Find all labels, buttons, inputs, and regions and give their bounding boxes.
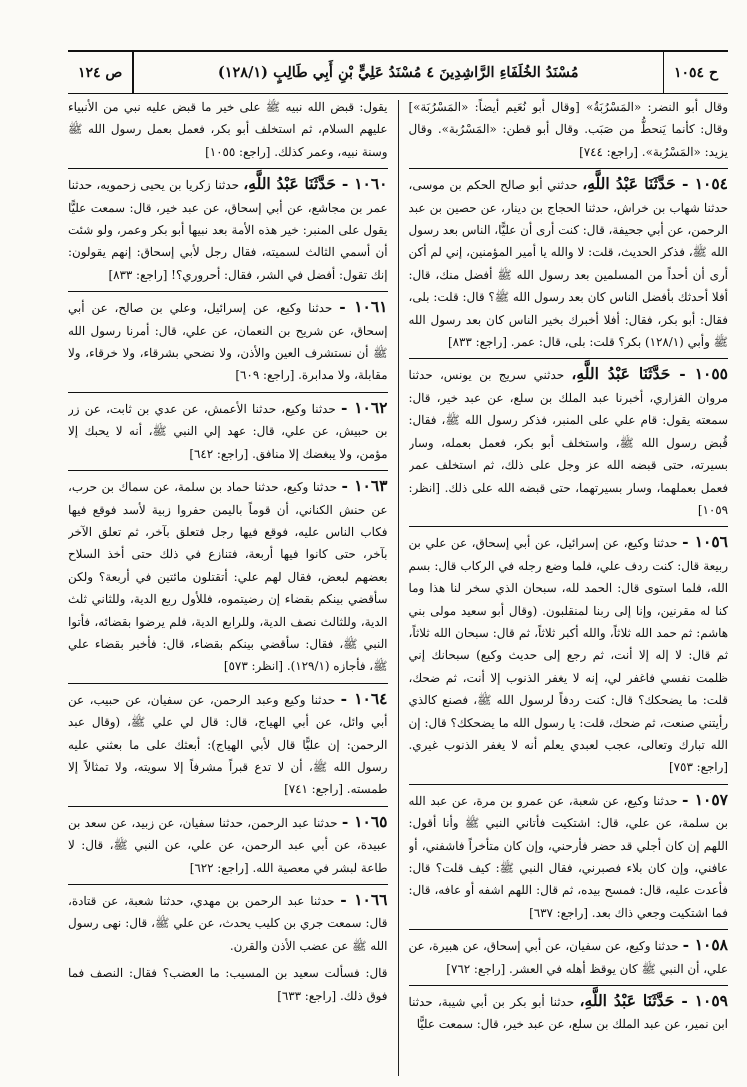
header-divider (663, 52, 665, 93)
hadith-entry (409, 363, 729, 521)
hadith-separator (68, 683, 388, 684)
hadith-separator (409, 168, 729, 169)
hadith-text: حدثنا وكيع، حدثنا حماد بن سلمة، عن سماك بن حرب، عن حنش الكناني، أن قوماً باليمن حفروا زبية لأسد فوقع فيها فكاب الناس عليه، فوقع فيها رجل فتعلق بآخر، ثم تعلق الآخر بآخر، حتى كانوا فيها أربعة، فتنازع في ذلك حتى أخذ السلاح بعضهم لبعض، فقال لهم علي: أتقتلون مائتين في أربعة؟ ولكن سأقضي بينكم بقضاء إن رضيتموه، فللأول ربع الدية، وللثاني ثلث الدية، وللثالث نصف الدية، وللرابع الدية، فلم يرضوا بقضائه، فأتوا النبي ﷺ، فقال: سأقضي بينكم بقضاء، قال: فأخبر بقضاء علي ﷺ، فأجازه (١٢٩/١). [انظر: ٥٧٣] (68, 480, 388, 674)
hadith-heading: ١٠٥٩ - حَدَّثَنَا عَبْدُ اللَّهِ، (579, 991, 728, 1011)
right-column (409, 96, 729, 1076)
hadith-text: يقول: قبض الله نبيه ﷺ على خير ما قبض عليه نبي من الأنبياء عليهم السلام، ثم استخلف أبو بكر، فعمل بعمل رسول الله ﷺ وسنة نبيه، وعمر كذلك. [راجع: ١٠٥٥] (68, 100, 388, 159)
header-divider (132, 52, 134, 93)
hadith-text: حدثنا عبد الرحمن بن مهدي، حدثنا شعبة، عن قتادة، قال: سمعت جري بن كليب يحدث، عن علي ﷺ، قال: نهى رسول الله ﷺ عن عضب الأذن والقرن. (68, 894, 388, 953)
hadith-entry (409, 173, 729, 353)
hadith-range: ح ١٠٥٤ (674, 64, 718, 81)
hadith-entry (409, 531, 729, 778)
text-columns (68, 96, 728, 1076)
column-divider (398, 100, 399, 1076)
running-title: مُسْنَدُ الخُلَفَاءِ الرَّاشِدِينَ ٤ مُسْنَدُ عَلِيٍّ بْنِ أَبِي طَالِبٍ (١٢٨/١) (217, 64, 579, 81)
hadith-text: حدثنا وكيع وعبد الرحمن، عن سفيان، عن حبيب، عن أبي وائل، عن أبي الهياج، قال: قال لي علي ﷺ، (وقال عبد الرحمن: إن عليًّا قال لأبي الهياج): أبعثك على ما بعثني عليه رسول الله ﷺ، أن لا تدع قبراً مشرفاً إلا سويته، ولا تمثالاً إلا طمسته. [راجع: ٧٤١] (68, 692, 388, 797)
hadith-heading: ١٠٥٥ - حَدَّثَنَا عَبْدُ اللَّهِ، (571, 364, 728, 384)
hadith-separator (409, 526, 729, 527)
hadith-separator (68, 291, 388, 292)
hadith-entry (68, 688, 388, 801)
hadith-entry (68, 296, 388, 387)
hadith-continuation (68, 96, 388, 163)
hadith-separator (68, 884, 388, 885)
hadith-entry (409, 990, 729, 1036)
hadith-heading: ١٠٥٧ - (682, 789, 728, 809)
hadith-entry (409, 789, 729, 924)
hadith-text: حدثني أبو صالح الحكم بن موسى، حدثنا شهاب بن خراش، حدثنا الحجاج بن دينار، عن حصين بن عبد الرحمن، عن أبي جحيفة، قال: كنت أرى أن عليًّا، الناس بعد رسول الله ﷺ، فذكر الحديث، قلت: لا والله يا أمير المؤمنين، إني لم أكن أرى أن أحداً من المسلمين بعد رسول الله ﷺ أفضل منك، قال: أفلا أحدثك بأفضل الناس كان بعد رسول الله ﷺ؟ قال: قلت: بلى، فقال: أبو بكر، فقال: أفلا أخبرك بخير الناس كان بعد رسول الله ﷺ وأبي (١٢٨/١) بكر؟ قلت: بلى، قال: عمر. [راجع: ٨٣٣] (408, 178, 728, 350)
hadith-text: حدثنا زكريا بن يحيى زحمويه، حدثنا عمر بن مجاشع، عن أبي إسحاق، عن عبد خير، قال: سمعت عليًّا يقول على المنبر: خير هذه الأمة بعد نبيها أبو بكر وعمر، ولو شئت أن أسمي الثالث لسميته، فقال رجل لأبي إسحاق: إنهم يقولون: إنك تقول: أفضل في الشر، فقال: أحروري؟! [راجع: ٨٣٣] (68, 178, 388, 282)
hadith-heading: ١٠٦٥ - (341, 811, 388, 831)
hadith-heading: ١٠٦٣ - (341, 476, 388, 496)
hadith-entry (68, 397, 388, 465)
hadith-separator (409, 358, 729, 359)
hadith-separator (68, 470, 388, 471)
hadith-text: حدثني سريج بن يونس، حدثنا مروان الفزاري، أخبرنا عبد الملك بن سلع، عن عبد خير، قال: سمعته يقول: قام علي على المنبر، فذكر رسول الله ﷺ، فقال: قُبض رسول الله ﷺ، واستخلف أبو بكر، فعمل بعمله، وسار بسيرته، حتى قبضه الله عز وجل على ذلك، ثم استخلف عمر فعمل بعملهما، وسار بسيرتهما، حتى قبضه الله على ذلك. [انظر: ١٠٥٩] (408, 368, 728, 517)
hadith-entry (68, 475, 388, 678)
hadith-text: حدثنا وكيع، عن شعبة، عن عمرو بن مرة، عن عبد الله بن سلمة، عن علي، قال: اشتكيت فأتاني النبي ﷺ وأنا أقول: اللهم إن كان أجلي قد حضر فأرحني، وإن كان متأخراً فاشفني، أو عافني، وإن كان بلاء فصبرني، فقال النبي ﷺ: كيف قلت؟ قال: فأعدت عليه، قال: فمسح بيده، ثم قال: اللهم اشفه أو عافه، قال: فما اشتكيت وجعي ذاك بعد. [راجع: ٦٣٧] (408, 793, 728, 920)
hadith-separator (409, 784, 729, 785)
hadith-text: حدثنا وكيع، عن إسرائيل، وعلي بن صالح، عن أبي إسحاق، عن شريح بن النعمان، عن علي، قال: أمرنا رسول الله ﷺ أن نستشرف العين والأذن، ولا نضحي بشرقاء، ولا خرقاء، ولا مقابلة، ولا مدابرة. [راجع: ٦٠٩] (68, 301, 388, 383)
hadith-continuation (409, 96, 729, 163)
hadith-separator (68, 806, 388, 807)
hadith-separator (409, 929, 729, 930)
hadith-separator (68, 392, 388, 393)
hadith-text: وقال أبو النضر: «المَسْرُبَةُ» [وقال أبو نُعَيم أيضاً: «المَسْرُبَة»] وقال: كأنما يَنحطُّ من صَبَب. وقال أبو قطن: «المَسْرُبة». وقال يزيد: «المَسْرُبة». [راجع: ٧٤٤] (408, 100, 728, 159)
hadith-entry (409, 934, 729, 980)
hadith-text: حدثنا عبد الرحمن، حدثنا سفيان، عن زبيد، عن سعد بن عبيدة، عن أبي عبد الرحمن، عن علي، عن النبي ﷺ، قال: لا طاعة لبشر في معصية الله. [راجع: ٦٢٢] (68, 815, 388, 875)
hadith-heading: ١٠٦٤ - (340, 688, 388, 708)
left-column (68, 96, 388, 1076)
hadith-heading: ١٠٥٤ - حَدَّثَنَا عَبْدُ اللَّهِ، (582, 174, 728, 194)
hadith-entry (68, 173, 388, 286)
hadith-continuation (68, 962, 388, 1007)
hadith-separator (68, 168, 388, 169)
hadith-separator (409, 985, 729, 986)
hadith-heading: ١٠٥٦ - (682, 532, 728, 552)
hadith-heading: ١٠٦٠ - حَدَّثَنَا عَبْدُ اللَّهِ، (243, 174, 388, 194)
hadith-text: حدثنا أبو بكر بن أبي شيبة، حدثنا ابن نمير، عن عبد الملك بن سلع، عن عبد خير، قال: سمعت عليًّا (408, 995, 728, 1032)
page-number: ص ١٢٤ (78, 64, 123, 81)
hadith-heading: ١٠٦٢ - (340, 397, 388, 417)
hadith-text: حدثنا وكيع، عن سفيان، عن أبي إسحاق، عن هبيرة، عن علي، أن النبي ﷺ كان يوقظ أهله في العشر. [راجع: ٧٦٢] (408, 939, 728, 976)
hadith-heading: ١٠٦١ - (339, 297, 388, 317)
hadith-entry (68, 889, 388, 957)
page-header (68, 50, 728, 94)
hadith-text: قال: فسألت سعيد بن المسيب: ما العضب؟ فقال: النصف فما فوق ذلك. [راجع: ٦٣٣] (68, 966, 388, 1003)
hadith-heading: ١٠٦٦ - (340, 890, 388, 909)
hadith-entry (68, 811, 388, 879)
hadith-text: حدثنا وكيع، حدثنا الأعمش، عن عدي بن ثابت، عن زر بن حبيش، عن علي، قال: عهد إلي النبي ﷺ، أنه لا يحبك إلا مؤمن، ولا يبغضك إلا منافق. [راجع: ٦٤٢] (68, 401, 388, 461)
hadith-heading: ١٠٥٨ - (682, 935, 728, 955)
hadith-text: حدثنا وكيع، عن إسرائيل، عن أبي إسحاق، عن علي بن ربيعة قال: كنت ردف علي، فلما وضع رجله في الركاب قال: بسم الله، فلما استوى قال: الحمد لله، سبحان الذي سخر لنا هذا وما كنا له مقرنين، وإنا إلى ربنا لمنقلبون. (وقال أبو سعيد مولى بني هاشم: ثم حمد الله ثلاثاً، والله أكبر ثلاثاً، ثم قال: سبحان الله ثلاثاً، ثم قال: لا إله إلا أنت، ثم رجع إلى حديث وكيع) سبحانك إني ظلمت نفسي فاغفر لي، إنه لا يغفر الذنوب إلا أنت، ثم ضحك، قلت: ما يضحكك؟ قال: كنت ردفاً لرسول الله ﷺ، فصنع كالذي رأيتني صنعت، ثم ضحك، قلت: يا رسول الله ما يضحكك؟ قال: إن الله تبارك وتعالى، عجب لعبدي يعلم أنه لا يغفر الذنوب غيري. [راجع: ٧٥٣] (408, 536, 728, 775)
